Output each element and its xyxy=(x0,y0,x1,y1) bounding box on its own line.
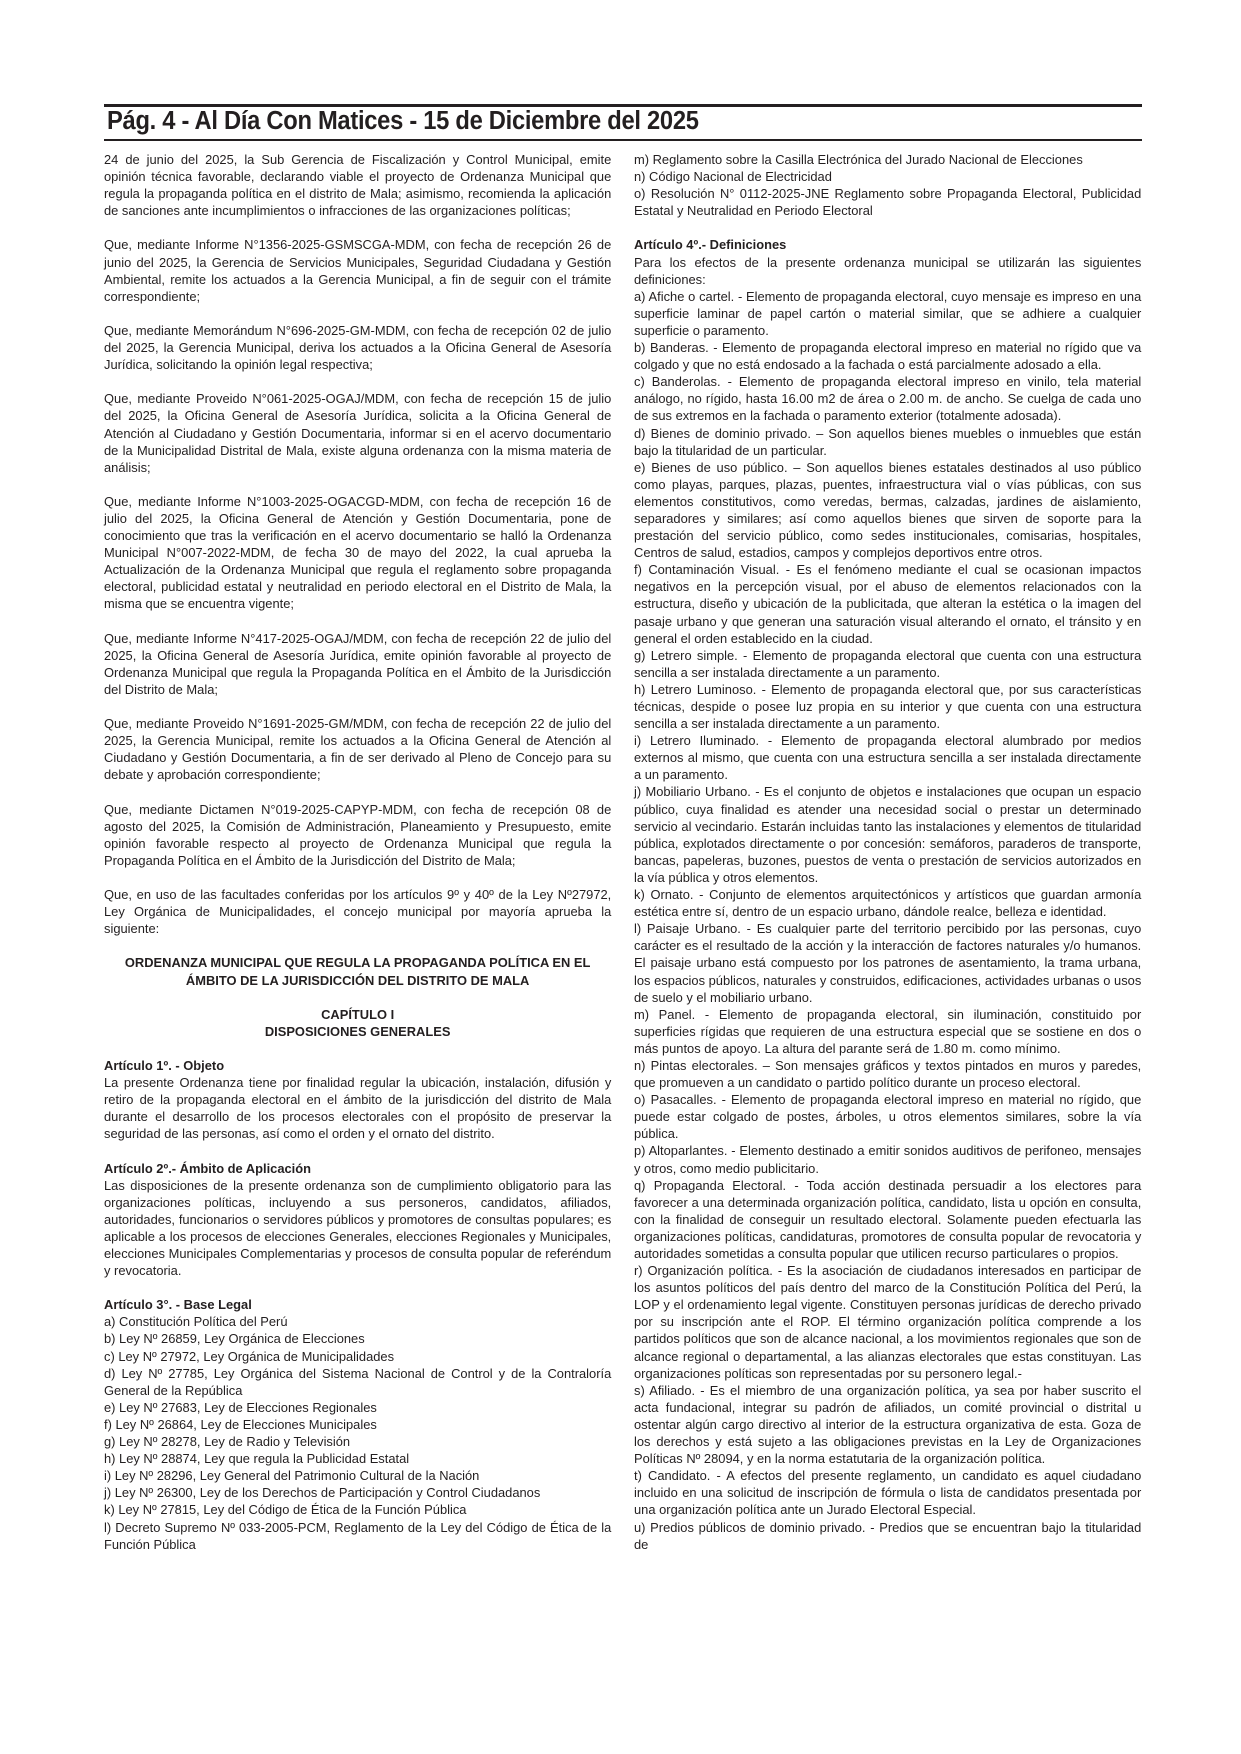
ordinance-title-line-1: ORDENANZA MUNICIPAL QUE REGULA LA PROPAGANDA POLÍTICA EN EL xyxy=(124,955,591,971)
definition-item: t) Candidato. - A efectos del presente reglamento, un candidato es aquel ciudadano incluido en una solicitud de inscripción de fórmula o lista de candidatos presentada por una organización política ante un Jurado Electoral Especial. xyxy=(634,1468,1142,1518)
legal-basis-item: j) Ley Nº 26300, Ley de los Derechos de Participación y Control Ciudadanos xyxy=(104,1485,541,1501)
definition-item: a) Afiche o cartel. - Elemento de propaganda electoral, cuyo mensaje es impreso en una superficie laminar de papel cartón o material similar, que se adhiere a cualquier superficie o paramento. xyxy=(634,288,1142,338)
legal-basis-item: g) Ley Nº 28278, Ley de Radio y Televisión xyxy=(104,1434,351,1450)
definition-item: f) Contaminación Visual. - Es el fenómeno mediante el cual se ocasionan impactos negativos en la percepción visual, por el abuso de elementos relacionados con la estructura, diseño y ubicación de la publicitada, que alteran la estética o la imagen del pasaje urbano y que generan una saturación visual alterando el ornato, el tránsito y en general el orden establecido en la ciudad. xyxy=(634,562,1142,646)
considerando-paragraph: Que, mediante Informe N°1003-2025-OGACGD-MDM, con fecha de recepción 16 de julio del 2025, la Oficina General de Atención y Gestión Documentaria, pone de conocimiento que tras la verificación en el acervo documentario se halló la Ordenanza Municipal N°007-2022-MDM, de fecha 30 de mayo del 2022, la cual aprueba la Actualización de la Ordenanza Municipal que regula el reglamento sobre propaganda electoral, publicidad estatal y neutralidad en periodo electoral en el Distrito de Mala, la misma que se encuentra vigente; xyxy=(104,493,612,612)
legal-basis-item: o) Resolución N° 0112-2025-JNE Reglamento sobre Propaganda Electoral, Publicidad Estatal y Neutralidad en Periodo Electoral xyxy=(634,186,1142,219)
legal-basis-item: i) Ley Nº 28296, Ley General del Patrimonio Cultural de la Nación xyxy=(104,1468,480,1484)
article-1-heading: Artículo 1º. - Objeto xyxy=(104,1057,225,1073)
considerando-paragraph: Que, mediante Proveido N°061-2025-OGAJ/MDM, con fecha de recepción 15 de julio del 2025, la Oficina General de Asesoría Jurídica, solicita a la Oficina General de Atención al Ciudadano y Gestión Documentaria, informar si en el acervo documentario de la Municipalidad Distrital de Mala, existe alguna ordenanza con la misma materia de análisis; xyxy=(104,391,612,475)
chapter-title: DISPOSICIONES GENERALES xyxy=(264,1023,451,1039)
definition-item: s) Afiliado. - Es el miembro de una organización política, ya sea por haber suscrito el acta fundacional, integrar su padrón de afiliados, un comité provincial o distrital u ostentar algún cargo directivo al interior de la estructura organizativa de esta. Goza de los derechos y está sujeto a las obligaciones previstas en la Ley de Organizaciones Políticas Nº 28094, y en la norma estatutaria de la organización política. xyxy=(634,1382,1142,1467)
article-2-body: Las disposiciones de la presente ordenanza son de cumplimiento obligatorio para las organizaciones políticas, incluyendo a sus personeros, candidatos, afiliados, autoridades, funcionarios o servidores públicos y promotores de consultas populares; es aplicable a los procesos de elecciones Generales, elecciones Regionales y Municipales, elecciones Municipales Complementarias y procesos de consulta popular de referéndum y revocatoria. xyxy=(104,1177,612,1279)
legal-basis-item: m) Reglamento sobre la Casilla Electrónica del Jurado Nacional de Elecciones xyxy=(634,152,1083,167)
definition-item: n) Pintas electorales. – Son mensajes gráficos y textos pintados en muros y paredes, que promueven a un candidato o partido político durante un proceso electoral. xyxy=(634,1057,1142,1091)
legal-basis-item: b) Ley Nº 26859, Ley Orgánica de Elecciones xyxy=(104,1331,365,1347)
legal-basis-item: l) Decreto Supremo Nº 033-2005-PCM, Reglamento de la Ley del Código de Ética de la Función Pública xyxy=(104,1519,612,1552)
definition-item: l) Paisaje Urbano. - Es cualquier parte del territorio percibido por las personas, cuyo carácter es el resultado de la acción y la interacción de factores naturales y/o humanos. El paisaje urbano está compuesto por los patrones de asentamiento, la trama urbana, los espacios públicos, naturales y construidos, edificaciones, actividades urbanas o usos de suelo y el mobiliario urbano. xyxy=(634,921,1142,1005)
header-bottom-rule xyxy=(104,139,1142,141)
legal-basis-item: h) Ley Nº 28874, Ley que regula la Publicidad Estatal xyxy=(104,1451,410,1467)
legal-basis-item: f) Ley Nº 26864, Ley de Elecciones Municipales xyxy=(104,1416,377,1432)
ordinance-title-line-2: ÁMBITO DE LA JURISDICCIÓN DEL DISTRITO DE MALA xyxy=(185,972,530,988)
page-header-title: Pág. 4 - Al Día Con Matices - 15 de Diciembre del 2025 xyxy=(107,107,699,135)
considerando-paragraph: Que, mediante Informe N°417-2025-OGAJ/MDM, con fecha de recepción 22 de julio del 2025, la Oficina General de Asesoría Jurídica, emite opinión favorable al proyecto de Ordenanza Municipal que regula la Propaganda Política en el Ámbito de la Jurisdicción del Distrito de Mala; xyxy=(104,630,612,697)
definition-item: i) Letrero Iluminado. - Elemento de propaganda electoral alumbrado por medios externos al mismo, que cuenta con una estructura sencilla a ser instalada directamente a un paramento. xyxy=(634,733,1142,783)
article-4-heading: Artículo 4º.- Definiciones xyxy=(634,237,787,253)
definition-item: d) Bienes de dominio privado. – Son aquellos bienes muebles o inmuebles que están bajo la titularidad de un particular. xyxy=(634,425,1142,458)
considerando-paragraph: Que, en uso de las facultades conferidas por los artículos 9º y 40º de la Ley Nº27972, Ley Orgánica de Municipalidades, el concejo municipal por mayoría aprueba la siguiente: xyxy=(104,887,612,937)
definition-item: b) Banderas. - Elemento de propaganda electoral impreso en material no rígido que va colgado y que no está endosado a la fachada o está parcialmente adosado a ella. xyxy=(634,340,1142,373)
definition-item: r) Organización política. - Es la asociación de ciudadanos interesados en participar de los asuntos políticos del país dentro del marco de la Constitución Política del Perú, la LOP y el ordenamiento legal vigente. Constituyen personas jurídicas de derecho privado por su inscripción ante el ROP. El término organización política comprende a los partidos políticos que son de alcance nacional, a los movimientos regionales que son de alcance regional o departamental, a las alianzas electorales que estas constituyan. Las organizaciones políticas son representadas por su personero legal.- xyxy=(634,1263,1142,1381)
legal-basis-item: k) Ley Nº 27815, Ley del Código de Ética de la Función Pública xyxy=(104,1502,467,1518)
article-1-body: La presente Ordenanza tiene por finalidad regular la ubicación, instalación, difusión y retiro de la propaganda electoral en el ámbito de la jurisdicción del distrito de Mala durante el desarrollo de los procesos electorales con el propósito de preservar la seguridad de las personas, así como el orden y el ornato del distrito. xyxy=(104,1075,612,1142)
left-column xyxy=(104,151,612,1553)
legal-basis-item: n) Código Nacional de Electricidad xyxy=(634,169,832,185)
definition-item: u) Predios públicos de dominio privado. - Predios que se encuentran bajo la titularidad de xyxy=(634,1519,1142,1552)
considerando-paragraph: Que, mediante Dictamen N°019-2025-CAPYP-MDM, con fecha de recepción 08 de agosto del 2025, la Comisión de Administración, Planeamiento y Presupuesto, emite opinión favorable respecto al proyecto de Ordenanza Municipal que regula la Propaganda Política en el Ámbito de la Jurisdicción del Distrito de Mala; xyxy=(104,801,612,868)
definition-item: c) Banderolas. - Elemento de propaganda electoral impreso en vinilo, tela material análogo, no rígido, hasta 16.00 m2 de área o 2.00 m. de ancho. Se cuelga de cada uno de sus extremos en la fachada o paramento exterior (totalmente adosada). xyxy=(634,374,1142,424)
chapter-number: CAPÍTULO I xyxy=(321,1006,395,1022)
definition-item: k) Ornato. - Conjunto de elementos arquitectónicos y artísticos que guardan armonía estética entre sí, dentro de un espacio urbano, dándole realce, belleza e identidad. xyxy=(634,887,1142,920)
definition-item: g) Letrero simple. - Elemento de propaganda electoral que cuenta con una estructura sencilla a ser instalada directamente a un paramento. xyxy=(634,647,1142,680)
definition-item: e) Bienes de uso público. – Son aquellos bienes estatales destinados al uso público como playas, parques, plazas, puentes, infraestructura vial o vías públicas, con sus elementos constitutivos, como veredas, bermas, calzadas, jardines de aislamiento, separadores y similares; así como aquellos bienes que sirven de soporte para la prestación del servicio público, como sedes institucionales, comisarias, hospitales, Centros de salud, estadios, campos y complejos deportivos entre otros. xyxy=(634,459,1142,561)
right-column xyxy=(634,151,1142,1553)
considerando-paragraph: 24 de junio del 2025, la Sub Gerencia de Fiscalización y Control Municipal, emite opinión técnica favorable, declarando viable el proyecto de Ordenanza Municipal que regula la propaganda política en el distrito de Mala; asimismo, recomienda la aplicación de sanciones ante incumplimientos o infracciones de las organizaciones políticas; xyxy=(104,152,612,219)
definition-item: j) Mobiliario Urbano. - Es el conjunto de objetos e instalaciones que ocupan un espacio público, cuya finalidad es atender una necesidad social o prestar un determinado servicio al vecindario. Estarán incluidas tanto las instalaciones y elementos de titularidad pública, explotados directamente o por concesión: semáforos, paraderos de transporte, bancas, papeleras, buzones, puestos de venta o prestación de servicios autorizados en la vía pública y otros elementos. xyxy=(634,784,1142,885)
definition-item: q) Propaganda Electoral. - Toda acción destinada persuadir a los electores para favorecer a una determinada organización política, candidato, lista u opción en consulta, con la finalidad de conseguir un resultado electoral. Solamente pueden efectuarla las organizaciones políticas, candidaturas, promotores de consulta popular de revocatoria y autoridades sometidas a consulta popular que utilicen recurso particulares o propios. xyxy=(634,1177,1142,1261)
legal-basis-item: e) Ley Nº 27683, Ley de Elecciones Regionales xyxy=(104,1399,377,1415)
considerando-paragraph: Que, mediante Memorándum N°696-2025-GM-MDM, con fecha de recepción 02 de julio del 2025, la Gerencia Municipal, deriva los actuados a la Oficina General de Asesoría Jurídica, solicitando la opinión legal respectiva; xyxy=(104,322,612,373)
considerando-paragraph: Que, mediante Proveido N°1691-2025-GM/MDM, con fecha de recepción 22 de julio del 2025, la Gerencia Municipal, remite los actuados a la Oficina General de Atención al Ciudadano y Gestión Documentaria, a fin de ser derivado al Pleno de Concejo para su debate y aprobación correspondiente; xyxy=(104,716,612,783)
definition-item: h) Letrero Luminoso. - Elemento de propaganda electoral que, por sus características técnicas, despide o posee luz propia en su interior y que cuenta con una estructura sencilla a ser instalada directamente a un paramento. xyxy=(634,681,1142,732)
definition-item: m) Panel. - Elemento de propaganda electoral, sin iluminación, constituido por superficies rígidas que requieren de una estructura especial que se sostiene en dos o más puntos de apoyo. La altura del parante será de 1.80 m. como mínimo. xyxy=(634,1006,1142,1056)
legal-basis-item: c) Ley Nº 27972, Ley Orgánica de Municipalidades xyxy=(104,1348,395,1364)
definition-item: o) Pasacalles. - Elemento de propaganda electoral impreso en material no rígido, que puede estar colgado de postes, árboles, u otros elementos similares, sobre la vía pública. xyxy=(634,1092,1142,1142)
considerando-paragraph: Que, mediante Informe N°1356-2025-GSMSCGA-MDM, con fecha de recepción 26 de junio del 2025, la Gerencia de Servicios Municipales, Seguridad Ciudadana y Gestión Ambiental, remite los actuados a la Gerencia Municipal, a fin de seguir con el trámite correspondiente; xyxy=(104,237,612,304)
article-4-intro: Para los efectos de la presente ordenanza municipal se utilizarán las siguientes definiciones: xyxy=(634,254,1142,287)
legal-basis-item: d) Ley Nº 27785, Ley Orgánica del Sistema Nacional de Control y de la Contraloría General de la República xyxy=(104,1365,612,1398)
definition-item: p) Altoparlantes. - Elemento destinado a emitir sonidos auditivos de perifoneo, mensajes y otros, como medio publicitario. xyxy=(634,1143,1142,1176)
legal-basis-item: a) Constitución Política del Perú xyxy=(104,1314,288,1330)
article-3-heading: Artículo 3°. - Base Legal xyxy=(104,1297,252,1313)
article-2-heading: Artículo 2º.- Ámbito de Aplicación xyxy=(104,1160,312,1176)
